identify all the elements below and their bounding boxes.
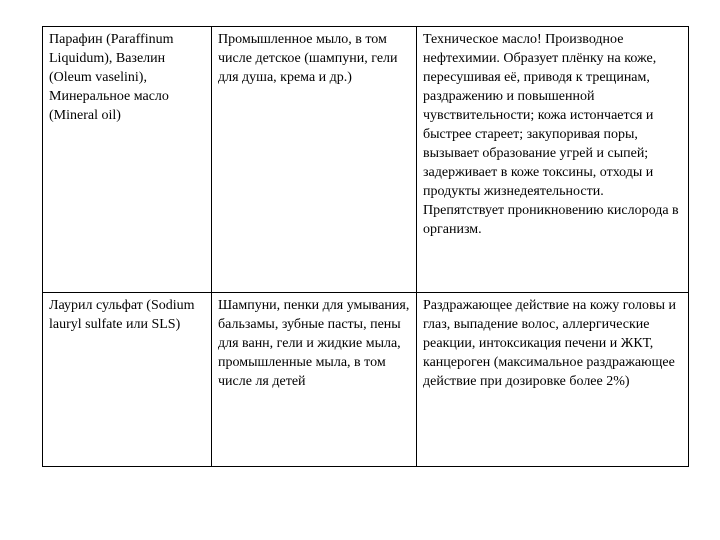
table-row	[43, 293, 689, 467]
effect-cell	[417, 293, 689, 467]
usage-text: Шампуни, пенки для умывания, бальзамы, зубные пасты, пены для ванн, гели и жидкие мыла, промышленные мыла, в том числе ля детей	[218, 298, 410, 389]
usage-cell	[212, 293, 417, 467]
ingredient-cell	[43, 293, 212, 467]
usage-text: Промышленное мыло, в том числе детское (шампуни, гели для душа, крема и др.)	[218, 32, 398, 85]
table-row	[43, 27, 689, 293]
effect-text: Раздражающее действие на кожу головы и глаз, выпадение волос, аллергические реакции, интоксикация печени и ЖКТ, канцероген (максимальное раздражающее действие при дозировке более 2%)	[423, 298, 676, 389]
ingredient-text: Лаурил сульфат (Sodium lauryl sulfate или SLS)	[49, 298, 195, 332]
effect-cell	[417, 27, 689, 293]
effect-text: Техническое масло! Производное нефтехимии. Образует плёнку на коже, пересушивая её, приводя к трещинам, раздражению и повышенной чувствительности; кожа истончается и быстрее стареет; закупоривая поры, вызывает образование угрей и сыпей; задерживает в коже токсины, отходы и продукты жизнедеятельности. Препятствует проникновению кислорода в организм.	[423, 32, 679, 237]
usage-cell	[212, 27, 417, 293]
ingredient-cell	[43, 27, 212, 293]
ingredients-table	[42, 26, 689, 467]
ingredient-text: Парафин (Paraffinum Liquidum), Вазелин (Oleum vaselini), Минеральное масло (Mineral oil)	[49, 32, 174, 123]
